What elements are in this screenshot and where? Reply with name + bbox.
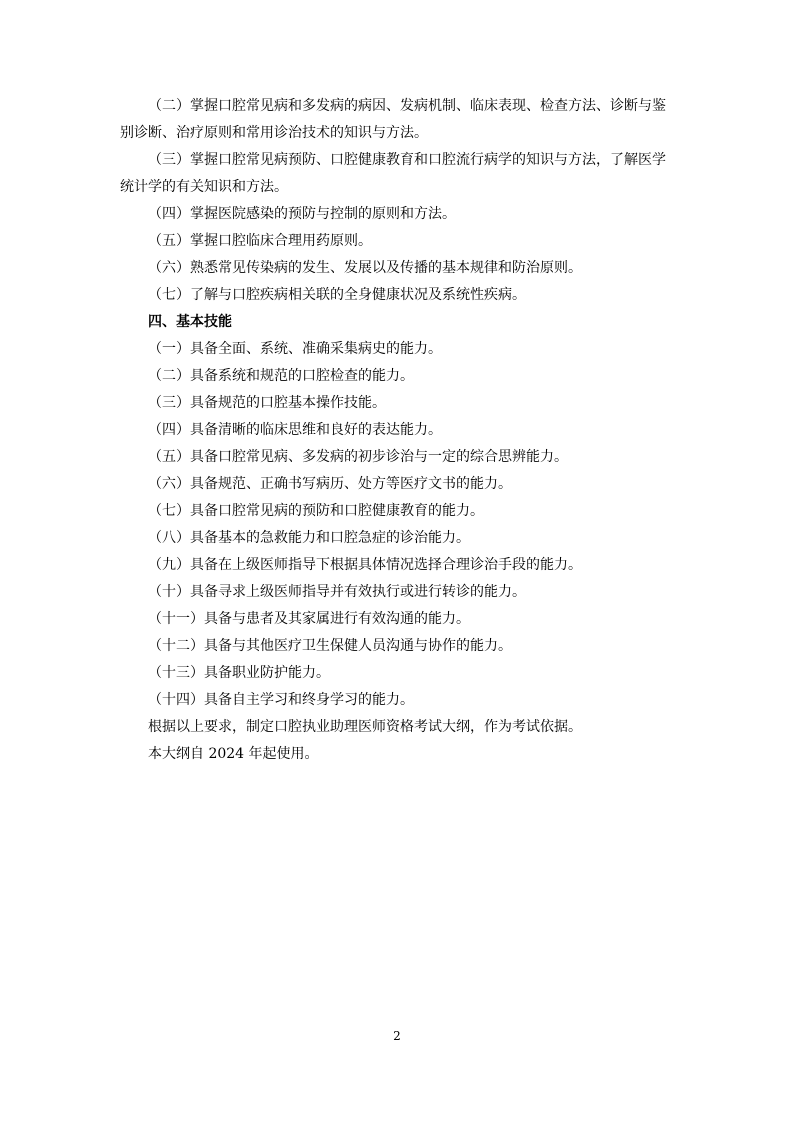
skill-item: （十三）具备职业防护能力。	[148, 665, 330, 681]
knowledge-item-5: （五）掌握口腔临床合理用药原则。	[148, 233, 372, 249]
skill-item: （十四）具备自主学习和终身学习的能力。	[148, 692, 414, 708]
knowledge-item-6: （六）熟悉常见传染病的发生、发展以及传播的基本规律和防治原则。	[148, 260, 582, 276]
skill-item: （八）具备基本的急救能力和口腔急症的诊治能力。	[148, 530, 470, 546]
closing-basis-statement: 根据以上要求，制定口腔执业助理医师资格考试大纲，作为考试依据。	[148, 719, 582, 735]
knowledge-item-2-line-1: （二）掌握口腔常见病和多发病的病因、发病机制、临床表现、检查方法、诊断与鉴	[148, 98, 666, 114]
knowledge-item-3-line-1: （三）掌握口腔常见病预防、口腔健康教育和口腔流行病学的知识与方法，了解医学	[148, 152, 666, 168]
skill-item: （五）具备口腔常见病、多发病的初步诊治与一定的综合思辨能力。	[148, 449, 568, 465]
page-content	[120, 93, 680, 768]
skill-item: （二）具备系统和规范的口腔检查的能力。	[148, 368, 414, 384]
skill-item: （三）具备规范的口腔基本操作技能。	[148, 395, 386, 411]
knowledge-item-7: （七）了解与口腔疾病相关联的全身健康状况及系统性疾病。	[148, 287, 526, 303]
skill-item: （六）具备规范、正确书写病历、处方等医疗文书的能力。	[148, 476, 512, 492]
section-heading-basic-skills: 四、基本技能	[148, 314, 232, 330]
skill-item: （九）具备在上级医师指导下根据具体情况选择合理诊治手段的能力。	[148, 557, 582, 573]
skill-item: （一）具备全面、系统、准确采集病史的能力。	[148, 341, 442, 357]
page-number: 2	[393, 1029, 401, 1043]
skill-item: （四）具备清晰的临床思维和良好的表达能力。	[148, 422, 442, 438]
skill-item: （七）具备口腔常见病的预防和口腔健康教育的能力。	[148, 503, 484, 519]
skill-item: （十二）具备与其他医疗卫生保健人员沟通与协作的能力。	[148, 638, 512, 654]
skill-item: （十一）具备与患者及其家属进行有效沟通的能力。	[148, 611, 470, 627]
knowledge-item-3-line-2: 统计学的有关知识和方法。	[120, 179, 288, 195]
knowledge-item-4: （四）掌握医院感染的预防与控制的原则和方法。	[148, 206, 456, 222]
closing-effective-date: 本大纲自 2024 年起使用。	[148, 746, 319, 762]
knowledge-item-2-line-2: 别诊断、治疗原则和常用诊治技术的知识与方法。	[120, 125, 428, 141]
skill-item: （十）具备寻求上级医师指导并有效执行或进行转诊的能力。	[148, 584, 526, 600]
